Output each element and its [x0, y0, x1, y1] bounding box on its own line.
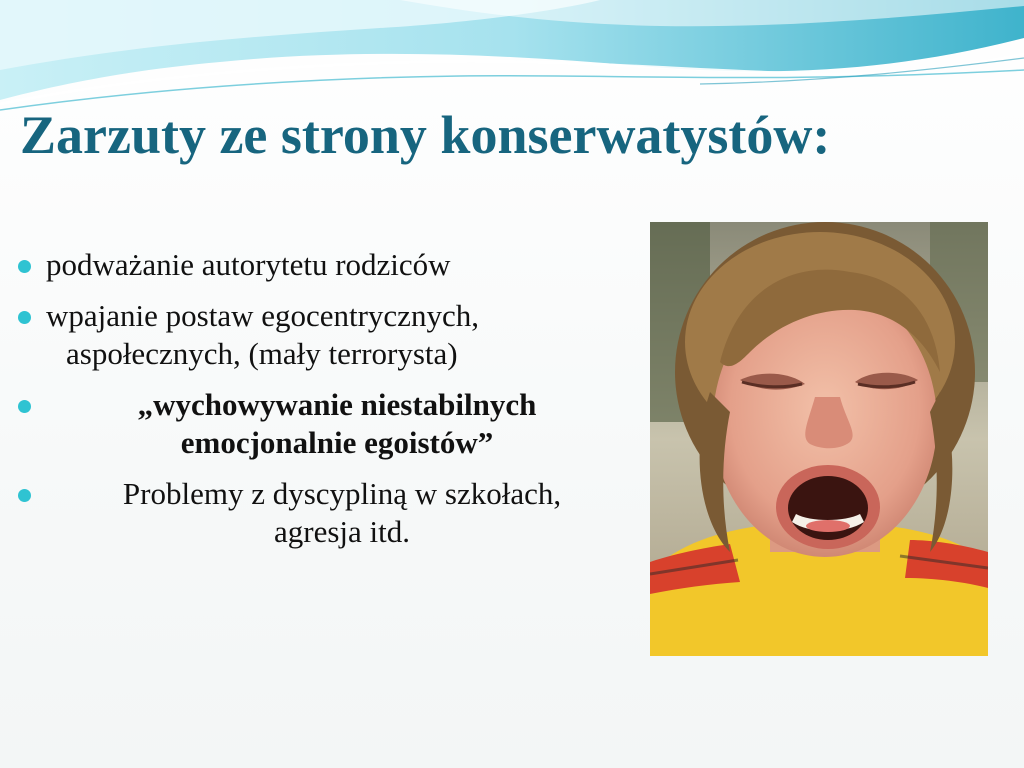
- bullet-text: [46, 297, 638, 373]
- bullet-dot-icon: [18, 260, 31, 273]
- bullet-text: [46, 475, 638, 551]
- bullet-text: [46, 386, 628, 462]
- bullet-item: [18, 297, 638, 373]
- bullet-dot-icon: [18, 311, 31, 324]
- bullet-text-line: wpajanie postaw egocentrycznych,: [46, 298, 479, 333]
- bullet-list: [18, 246, 638, 564]
- bullet-item: [18, 386, 638, 462]
- slide-title: Zarzuty ze strony konserwatystów:: [20, 105, 831, 165]
- bullet-item: [18, 246, 638, 284]
- bullet-dot-icon: [18, 400, 31, 413]
- child-illustration: [650, 222, 988, 656]
- bullet-text-line: „wychowywanie niestabilnych: [137, 387, 537, 422]
- bullet-text: podważanie autorytetu rodziców: [46, 247, 451, 282]
- bullet-text-line: emocjonalnie egoistów”: [180, 425, 494, 460]
- bullet-text-line: agresja itd.: [273, 514, 410, 549]
- crying-child-photo: [650, 222, 988, 656]
- bullet-text-line: aspołecznych, (mały terrorysta): [66, 336, 458, 371]
- bullet-item: [18, 475, 638, 551]
- bullet-text-line: Problemy z dyscypliną w szkołach,: [122, 476, 562, 511]
- bullet-dot-icon: [18, 489, 31, 502]
